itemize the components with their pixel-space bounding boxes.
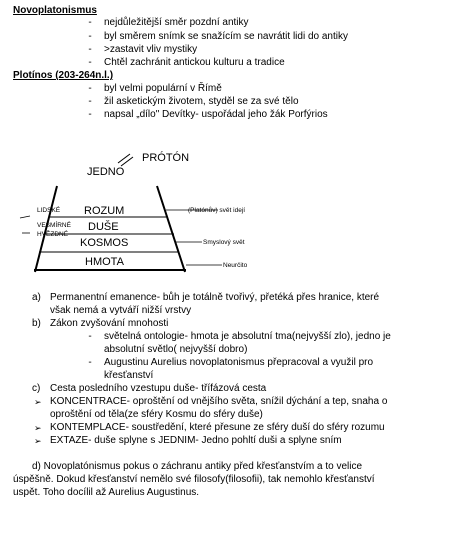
proton-mark-line bbox=[118, 154, 130, 163]
label-proton: PRÓTÓN bbox=[142, 152, 190, 164]
list-item-a-line2: však nemá a vytváří nižší vrstvy bbox=[50, 305, 192, 316]
list-item: napsal „dílo" Devítky- uspořádal jeho žák Porfýrios bbox=[104, 109, 328, 120]
list-item: Chtěl zachránit antickou kulturu a tradice bbox=[104, 57, 285, 68]
list-item: >zastavit vliv mystiky bbox=[104, 44, 198, 55]
list-item-b-sub1-line2: absolutní světlo( nejvyšší dobro) bbox=[104, 344, 248, 355]
label-vesmirne: VESMÍRNÉ bbox=[37, 222, 71, 229]
dash-bullet: - bbox=[88, 44, 92, 55]
dash-bullet: - bbox=[88, 57, 92, 68]
list-marker-c: c) bbox=[32, 383, 41, 394]
dash-bullet: - bbox=[88, 17, 92, 28]
dash-bullet: - bbox=[88, 96, 92, 107]
paragraph-line3: uspět. Toho docílil až Aurelius Augustinus. bbox=[13, 487, 200, 498]
list-marker-a: a) bbox=[32, 292, 41, 303]
list-item: byl velmi populární v Římě bbox=[104, 83, 222, 94]
label-kosmos: KOSMOS bbox=[80, 237, 129, 249]
dash-bullet: - bbox=[88, 109, 92, 120]
label-lidske: LIDSKÉ bbox=[37, 207, 61, 214]
label-neurcito: Neurčito bbox=[223, 262, 248, 269]
label-svet-idei: (Platónův) svět idejí bbox=[188, 207, 246, 214]
arrow-bullet-icon: ➢ bbox=[34, 423, 42, 433]
list-item-c: Cesta posledního vzestupu duše- třífázová cesta bbox=[50, 383, 267, 394]
heading-plotinos: Plotínos (203-264n.l.) bbox=[13, 70, 114, 81]
dash-bullet: - bbox=[88, 331, 92, 342]
label-jedno: JEDNO bbox=[87, 166, 125, 178]
proton-mark-line bbox=[121, 157, 133, 166]
pyramid-right-side bbox=[157, 186, 185, 272]
label-hmota: HMOTA bbox=[85, 256, 124, 268]
dash-bullet: - bbox=[88, 357, 92, 368]
arrow-bullet-icon: ➢ bbox=[34, 436, 42, 446]
dash-bullet: - bbox=[88, 31, 92, 42]
list-item: byl směrem snímk se snažícím se navrátit lidi do antiky bbox=[104, 31, 348, 42]
list-item-c-1-line1: KONCENTRACE- oproštění od vnějšího světa, snížil dýchání a tep, snaha o bbox=[50, 396, 388, 407]
list-item-c-1-line2: oproštění od těla(ze sféry Kosmu do sféry duše) bbox=[50, 409, 263, 420]
list-item: nejdůležitější směr pozdní antiky bbox=[104, 17, 249, 28]
label-rozum: ROZUM bbox=[84, 205, 125, 217]
list-item-b: Zákon zvyšování mnohosti bbox=[50, 318, 169, 329]
label-smyslovy-svet: Smyslový svět bbox=[203, 239, 245, 246]
list-marker-b: b) bbox=[32, 318, 41, 329]
list-item-c-2: KONTEMPLACE- soustředění, které přesune ze sféry duší do sféry rozumu bbox=[50, 422, 385, 433]
arrow-bullet-icon: ➢ bbox=[34, 397, 42, 407]
list-item-b-sub2-line1: Augustinu Aurelius novoplatonismus přepracoval a využil pro bbox=[104, 357, 374, 368]
pointer-line-lidske bbox=[20, 216, 30, 218]
list-item-a-line1: Permanentní emanence- bůh je totálně tvořivý, přetéká přes hranice, které bbox=[50, 292, 380, 303]
heading-novoplatonismus: Novoplatonismus bbox=[13, 5, 97, 16]
list-item-b-sub1-line1: světelná ontologie- hmota je absolutní tma(nejvyšší zlo), jedno je bbox=[104, 331, 391, 342]
paragraph-line2: úspěšně. Dokud křesťanství nemělo své filosofy(filosofii), tak nemohlo křesťanství bbox=[13, 474, 375, 485]
list-item: žil asketickým životem, styděl se za své tělo bbox=[104, 96, 299, 107]
label-hvezdne: HVĚZDNÉ bbox=[37, 231, 69, 238]
paragraph-line1: d) Novoplatónismus pokus o záchranu antiky před křesťanstvím a to velice bbox=[32, 461, 363, 472]
label-duse: DUŠE bbox=[88, 221, 119, 233]
list-item-b-sub2-line2: křesťanství bbox=[104, 370, 154, 381]
dash-bullet: - bbox=[88, 83, 92, 94]
list-item-c-3: EXTAZE- duše splyne s JEDNIM- Jedno pohltí duši a splyne sním bbox=[50, 435, 342, 446]
